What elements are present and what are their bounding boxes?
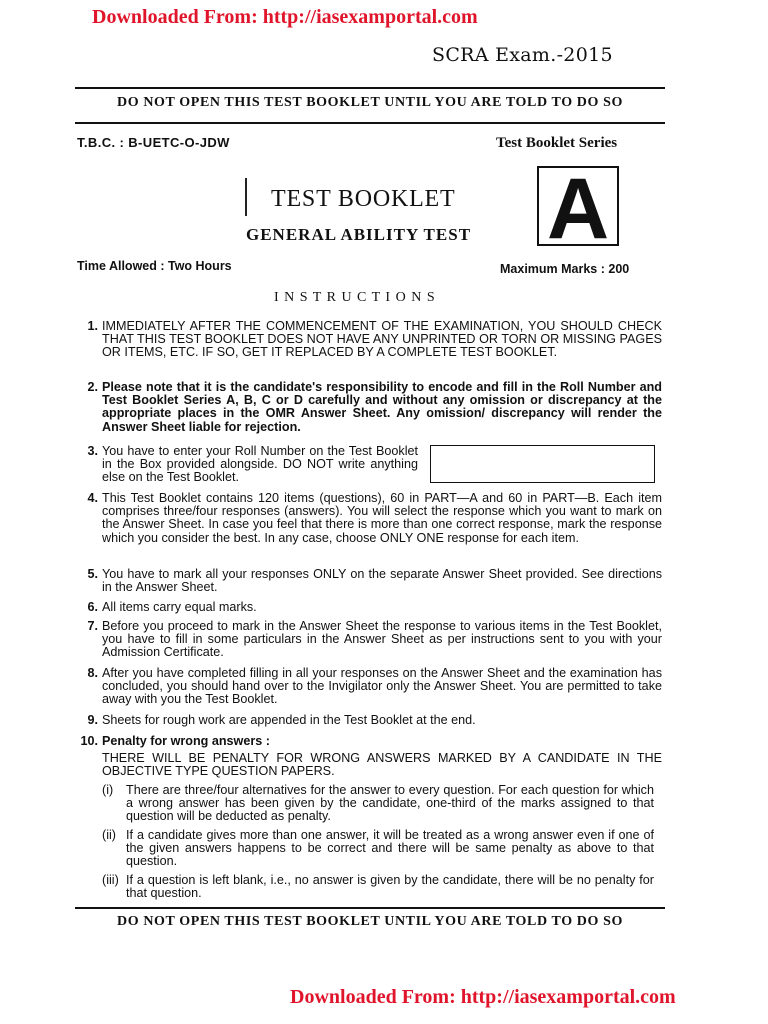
instruction-item-4: 4. This Test Booklet contains 120 items (questions), 60 in PART—A and 60 in PART—B. Each item comprises three/four responses (answers). You will select the response which you want to mark on the Answer Sheet. In case you feel that there is more than one correct response, mark the response which you consider the best. In any case, choose ONLY ONE response for each item. [87,491,662,545]
title-bracket [245,178,247,216]
instruction-item-7: 7. Before you proceed to mark in the Answer Sheet the response to various items in the Test Booklet, you have to fill in some particulars in the Answer Sheet as per instructions sent to you with your Admission Certificate. [87,619,662,660]
instruction-item-10: 10. Penalty for wrong answers : [80,734,270,748]
penalty-item-2: (ii) If a candidate gives more than one answer, it will be treated as a wrong answer even if one of the given answers happens to be correct and there will be same penalty as above to that question. [102,828,654,869]
instruction-item-5: 5. You have to mark all your responses ONLY on the separate Answer Sheet provided. See directions in the Answer Sheet. [87,567,662,595]
penalty-item-1: (i) There are three/four alternatives for the answer to every question. For each question for which a wrong answer has been given by the candidate, one-third of the marks assigned to that question will be deducted as penalty. [102,783,654,824]
banner-top-rule [75,122,665,124]
instruction-item-2: 2. Please note that it is the candidate's responsibility to encode and fill in the Roll Number and Test Booklet Series A, B, C or D carefully and without any omission or discrepancy at the appropriate places in the OMR Answer Sheet. Any omission/ discrepancy will render the Answer Sheet liable for rejection. [87,380,662,434]
series-label: Test Booklet Series [496,135,618,151]
instruction-item-9: 9. Sheets for rough work are appended in the Test Booklet at the end. [87,713,476,727]
series-letter: A [546,161,610,257]
banner-top: DO NOT OPEN THIS TEST BOOKLET UNTIL YOU ARE TOLD TO DO SO [117,95,623,110]
time-allowed: Time Allowed : Two Hours [77,259,232,273]
instructions-heading: I N S T R U C T I O N S [274,290,436,305]
instruction-item-1: 1. IMMEDIATELY AFTER THE COMMENCEMENT OF THE EXAMINATION, YOU SHOULD CHECK THAT THIS TEST BOOKLET DOES NOT HAVE ANY UNPRINTED OR TORN OR MISSING PAGES OR ITEMS, ETC. IF SO, GET IT REPLACED BY A COMPLETE TEST BOOKLET. [87,319,662,360]
penalty-intro: THERE WILL BE PENALTY FOR WRONG ANSWERS MARKED BY A CANDIDATE IN THE OBJECTIVE TYPE QUESTION PAPERS. [102,751,662,779]
top-rule [75,87,665,89]
banner-bottom-rule [75,907,665,909]
instruction-item-6: 6. All items carry equal marks. [87,600,257,614]
exam-name-handwritten: SCRA Exam.-2015 [432,44,613,66]
instruction-item-3: 3. You have to enter your Roll Number on the Test Booklet in the Box provided alongside. DO NOT write anything else on the Test Booklet. [87,444,418,485]
series-letter-box [537,161,619,257]
roll-number-box[interactable] [430,445,655,483]
watermark-top: Downloaded From: http://iasexamportal.com [92,6,478,28]
booklet-title: TEST BOOKLET [271,186,456,212]
tbc-code: T.B.C. : B-UETC-O-JDW [77,135,230,150]
banner-bottom: DO NOT OPEN THIS TEST BOOKLET UNTIL YOU ARE TOLD TO DO SO [117,914,623,929]
watermark-bottom: Downloaded From: http://iasexamportal.com [290,986,676,1008]
max-marks: Maximum Marks : 200 [500,262,630,276]
instruction-item-8: 8. After you have completed filling in all your responses on the Answer Sheet and the examination has concluded, you should hand over to the Invigilator only the Answer Sheet. You are permitted to take away with you the Test Booklet. [87,666,662,707]
penalty-item-3: (iii) If a question is left blank, i.e., no answer is given by the candidate, there will be no penalty for that question. [102,873,654,901]
test-name: GENERAL ABILITY TEST [246,225,472,244]
